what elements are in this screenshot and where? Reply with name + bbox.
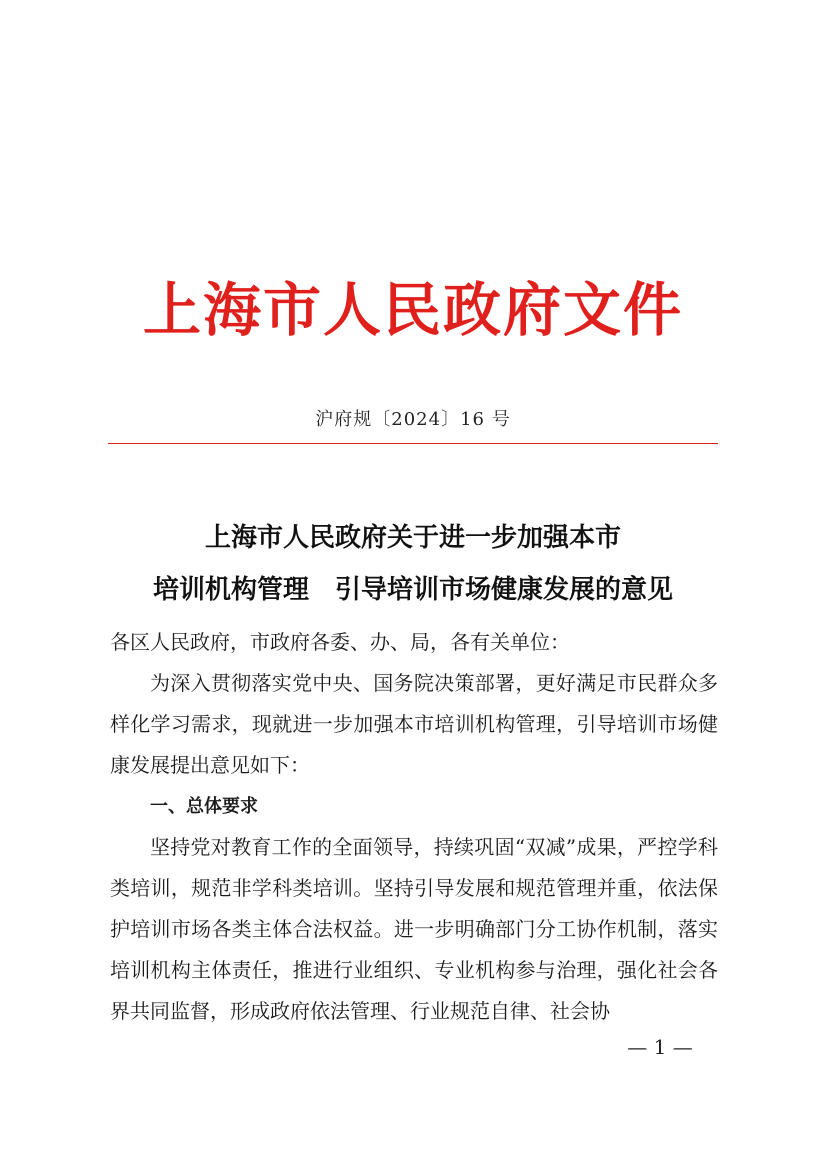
document-title xyxy=(80,512,746,616)
salutation: 各区人民政府，市政府各委、办、局，各有关单位： xyxy=(110,630,570,654)
title-line-2: 培训机构管理 引导培训市场健康发展的意见 xyxy=(152,575,673,605)
section-paragraph: 坚持党对教育工作的全面领导，持续巩固“双减”成果，严控学科类培训，规范非学科类培训。坚持引导发展和规范管理并重，依法保护培训市场各类主体合法权益。进一步明确部门分工协作机制，落实培训机构主体责任，推进行业组织、专业机构参与治理，强化社会各界共同监督，形成政府依法管理、行业规范自律、社会协 xyxy=(110,835,718,1023)
red-divider-line xyxy=(108,443,718,444)
intro-paragraph: 为深入贯彻落实党中央、国务院决策部署，更好满足市民群众多样化学习需求，现就进一步加强本市培训机构管理，引导培训市场健康发展提出意见如下： xyxy=(110,671,718,777)
document-number: 沪府规〔2024〕16 号 xyxy=(315,409,511,430)
page-number: — 1 — xyxy=(627,1035,693,1059)
document-masthead: 上海市人民政府文件 xyxy=(142,276,683,344)
title-line-1: 上海市人民政府关于进一步加强本市 xyxy=(204,523,621,553)
document-body xyxy=(110,622,718,1032)
section-heading: 一、总体要求 xyxy=(150,796,258,817)
